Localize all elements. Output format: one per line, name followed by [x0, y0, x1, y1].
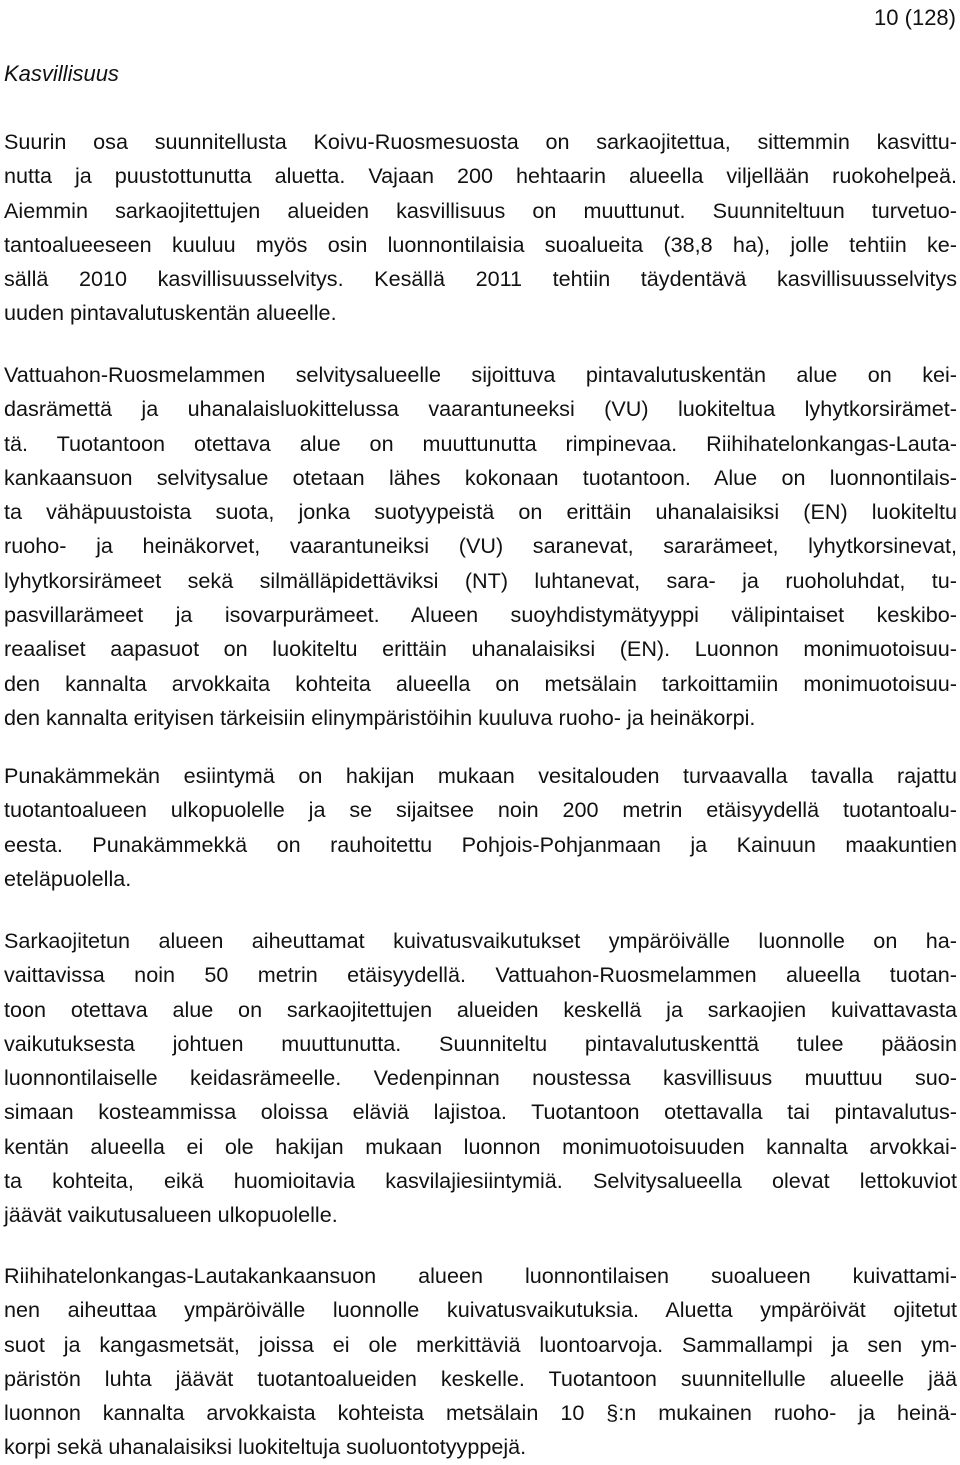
text-line: vaittavissa noin 50 metrin etäisyydellä. Vattuahon-Ruosmelammen alueella tuotan- [4, 962, 957, 988]
text-line: tantoalueeseen kuuluu myös osin luonnontilaisia suoalueita (38,8 ha), jolle tehtiin ke- [4, 231, 957, 257]
text-line: suot ja kangasmetsät, joissa ei ole merkittäviä luontoarvoja. Sammallampi ja sen ym- [4, 1331, 957, 1357]
text-line: nutta ja puustottunutta aluetta. Vajaan 200 hehtaarin alueella viljellään ruokohelpeä. [4, 163, 957, 189]
text-line: luonnon kannalta arvokkaista kohteista metsälain 10 §:n mukainen ruoho- ja heinä- [4, 1400, 957, 1426]
text-line: Riihihatelonkangas-Lautakankaansuon alueen luonnontilaisen suoalueen kuivattami- [4, 1263, 957, 1288]
text-line: nen aiheuttaa ympäröivälle luonnolle kuivatusvaikutuksia. Aluetta ympäröivät ojitetut [4, 1297, 957, 1323]
text-line: toon otettava alue on sarkaojitettujen alueiden keskellä ja sarkaojien kuivattavasta [4, 996, 957, 1022]
paragraph-vattuahon-ruosmelampi [4, 358, 957, 735]
text-line: Suurin osa suunnitellusta Koivu-Ruosmesuosta on sarkaojitettua, sittemmin kasvittu- [4, 129, 957, 154]
text-line: Sarkaojitetun alueen aiheuttamat kuivatusvaikutukset ympäröivälle luonnolle on ha- [4, 928, 957, 953]
text-line: ta vähäpuustoista suota, jonka suotyypeistä on erittäin uhanalaisiksi (EN) luokiteltu [4, 499, 957, 525]
page-number: 10 (128) [874, 5, 956, 30]
text-line: Vattuahon-Ruosmelammen selvitysalueelle sijoittuva pintavalutuskentän alue on kei- [4, 362, 957, 387]
text-line: tuotantoalueen ulkopuolelle ja se sijaitsee noin 200 metrin etäisyydellä tuotantoalu- [4, 797, 957, 823]
text-line: dasrämettä ja uhanalaisluokittelussa vaarantuneeksi (VU) luokiteltua lyhytkorsirämet- [4, 396, 957, 422]
text-line: kentän alueella ei ole hakijan mukaan luonnon monimuotoisuuden kannalta arvokkai- [4, 1133, 957, 1159]
text-line: ruoho- ja heinäkorvet, vaarantuneiksi (VU) saranevat, sararämeet, lyhytkorsinevat, [4, 533, 957, 559]
text-line: Aiemmin sarkaojitettujen alueiden kasvillisuus on muuttunut. Suunniteltuun turvetuo- [4, 197, 957, 223]
text-line: den kannalta erityisen tärkeisiin elinympäristöihin kuuluva ruoho- ja heinäkorpi. [4, 704, 756, 730]
text-line: Punakämmekän esiintymä on hakijan mukaan vesitalouden turvaavalla tavalla rajattu [4, 763, 957, 788]
text-line: simaan kosteammissa oloissa eläviä lajistoa. Tuotantoon otettavalla tai pintavalutus- [4, 1099, 957, 1125]
text-line: lyhytkorsirämeet sekä silmälläpidettäviksi (NT) luhtanevat, sara- ja ruoholuhdat, tu- [4, 567, 957, 593]
text-line: ta kohteita, eikä huomioitavia kasvilajiesiintymiä. Selvitysalueella olevat lettokuviot [4, 1168, 957, 1194]
text-line: korpi sekä uhanalaisiksi luokiteltuja suoluontotyyppejä. [4, 1434, 527, 1460]
text-line: tä. Tuotantoon otettava alue on muuttunutta rimpinevaa. Riihihatelonkangas-Lauta- [4, 430, 957, 456]
paragraph-riihihatelonkangas [4, 1259, 957, 1465]
text-line: jäävät vaikutusalueen ulkopuolelle. [4, 1202, 338, 1228]
text-line: vaikutuksesta johtuen muuttunutta. Suunniteltu pintavalutuskenttä tulee pääosin [4, 1030, 957, 1056]
text-line: den kannalta arvokkaita kohteita alueella on metsälain tarkoittamiin monimuotoisuu- [4, 670, 957, 696]
text-line: uuden pintavalutuskentän alueelle. [4, 300, 337, 326]
text-line: eteläpuolella. [4, 865, 132, 891]
paragraph-kuivatusvaikutukset [4, 924, 957, 1233]
section-title: Kasvillisuus [4, 61, 119, 86]
text-line: pasvillarämeet ja isovarpurämeet. Alueen suoyhdistymätyyppi välipintaiset keskibo- [4, 602, 957, 628]
text-line: eesta. Punakämmekkä on rauhoitettu Pohjois-Pohjanmaan ja Kainuun maakuntien [4, 831, 957, 857]
text-line: luonnontilaiselle keidasrämeelle. Vedenpinnan noustessa kasvillisuus muuttuu suo- [4, 1065, 957, 1091]
text-line: päristön luhta jäävät tuotantoalueiden keskelle. Tuotantoon suunnitellulle alueelle jää [4, 1365, 957, 1391]
text-line: reaaliset aapasuot on luokiteltu erittäin uhanalaisiksi (EN). Luonnon monimuotoisuu- [4, 636, 957, 662]
text-line: sällä 2010 kasvillisuusselvitys. Kesällä 2011 tehtiin täydentävä kasvillisuusselvitys [4, 266, 957, 292]
text-line: kankaansuon selvitysalue otetaan lähes kokonaan tuotantoon. Alue on luonnontilais- [4, 464, 957, 490]
paragraph-kasvillisuus-intro [4, 125, 957, 331]
paragraph-punakammekka [4, 759, 957, 896]
